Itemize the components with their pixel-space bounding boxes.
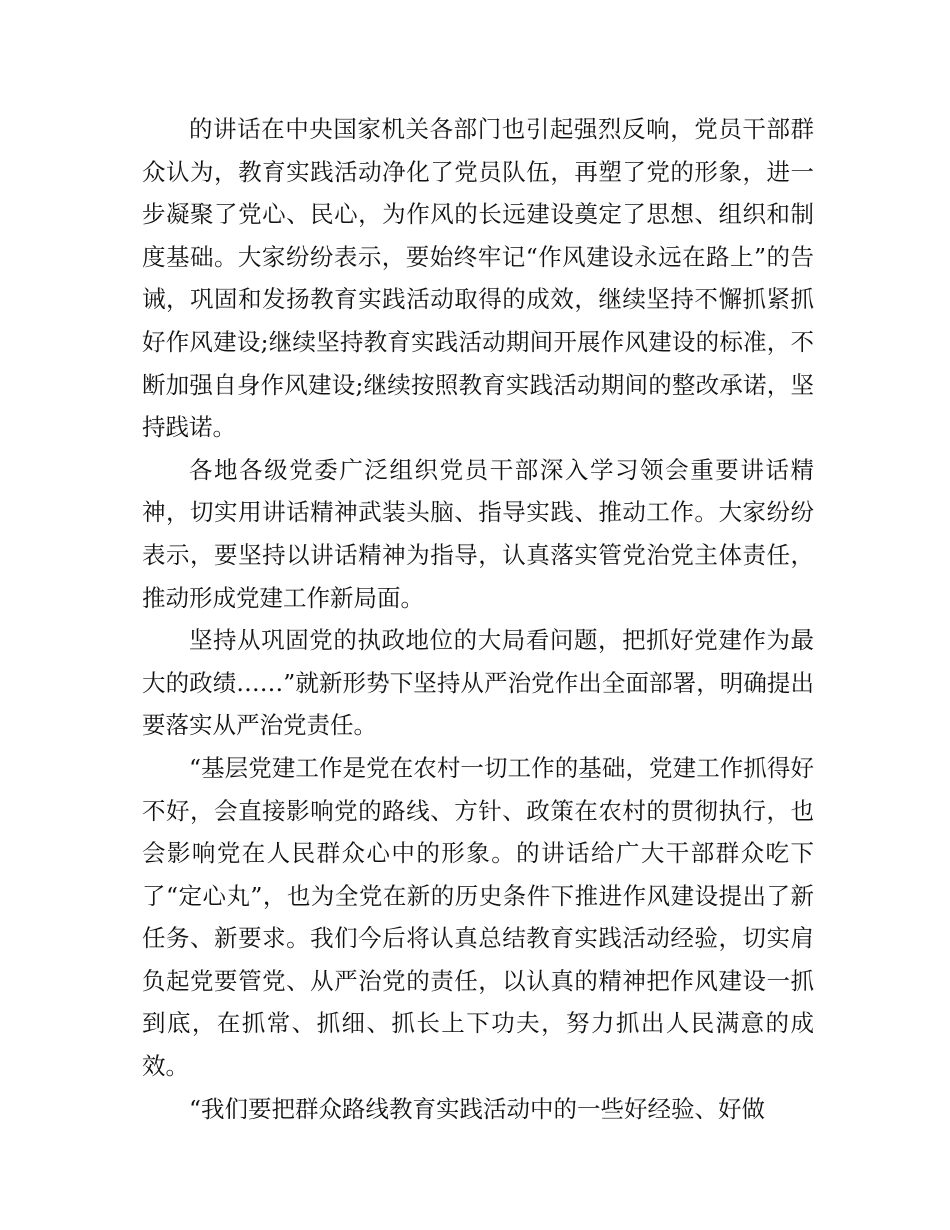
paragraph: “基层党建工作是党在农村一切工作的基础，党建工作抓得好不好，会直接影响党的路线、方针、政策在农村的贯彻执行，也会影响党在人民群众心中的形象。的讲话给广大干部群众吃下了“定心丸”，也为全党在新的历史条件下推进作风建设提出了新任务、新要求。我们今后将认真总结教育实践活动经验，切实肩负起党要管党、从严治党的责任，以认真的精神把作风建设一抓到底，在抓常、抓细、抓长上下功夫，努力抓出人民满意的成效。 xyxy=(142,753,814,1081)
document-body xyxy=(142,108,814,1130)
paragraph: 坚持从巩固党的执政地位的大局看问题，把抓好党建作为最大的政绩……”就新形势下坚持从严治党作出全面部署，明确提出要落实从严治党责任。 xyxy=(142,626,814,740)
paragraph: 各地各级党委广泛组织党员干部深入学习领会重要讲话精神，切实用讲话精神武装头脑、指导实践、推动工作。大家纷纷表示，要坚持以讲话精神为指导，认真落实管党治党主体责任，推动形成党建工作新局面。 xyxy=(142,455,814,612)
paragraph: “我们要把群众路线教育实践活动中的一些好经验、好做 xyxy=(189,1094,766,1123)
paragraph: 的讲话在中央国家机关各部门也引起强烈反响，党员干部群众认为，教育实践活动净化了党员队伍，再塑了党的形象，进一步凝聚了党心、民心，为作风的长远建设奠定了思想、组织和制度基础。大家纷纷表示，要始终牢记“作风建设永远在路上”的告诫，巩固和发扬教育实践活动取得的成效，继续坚持不懈抓紧抓好作风建设;继续坚持教育实践活动期间开展作风建设的标准，不断加强自身作风建设;继续按照教育实践活动期间的整改承诺，坚持践诺。 xyxy=(142,115,814,442)
